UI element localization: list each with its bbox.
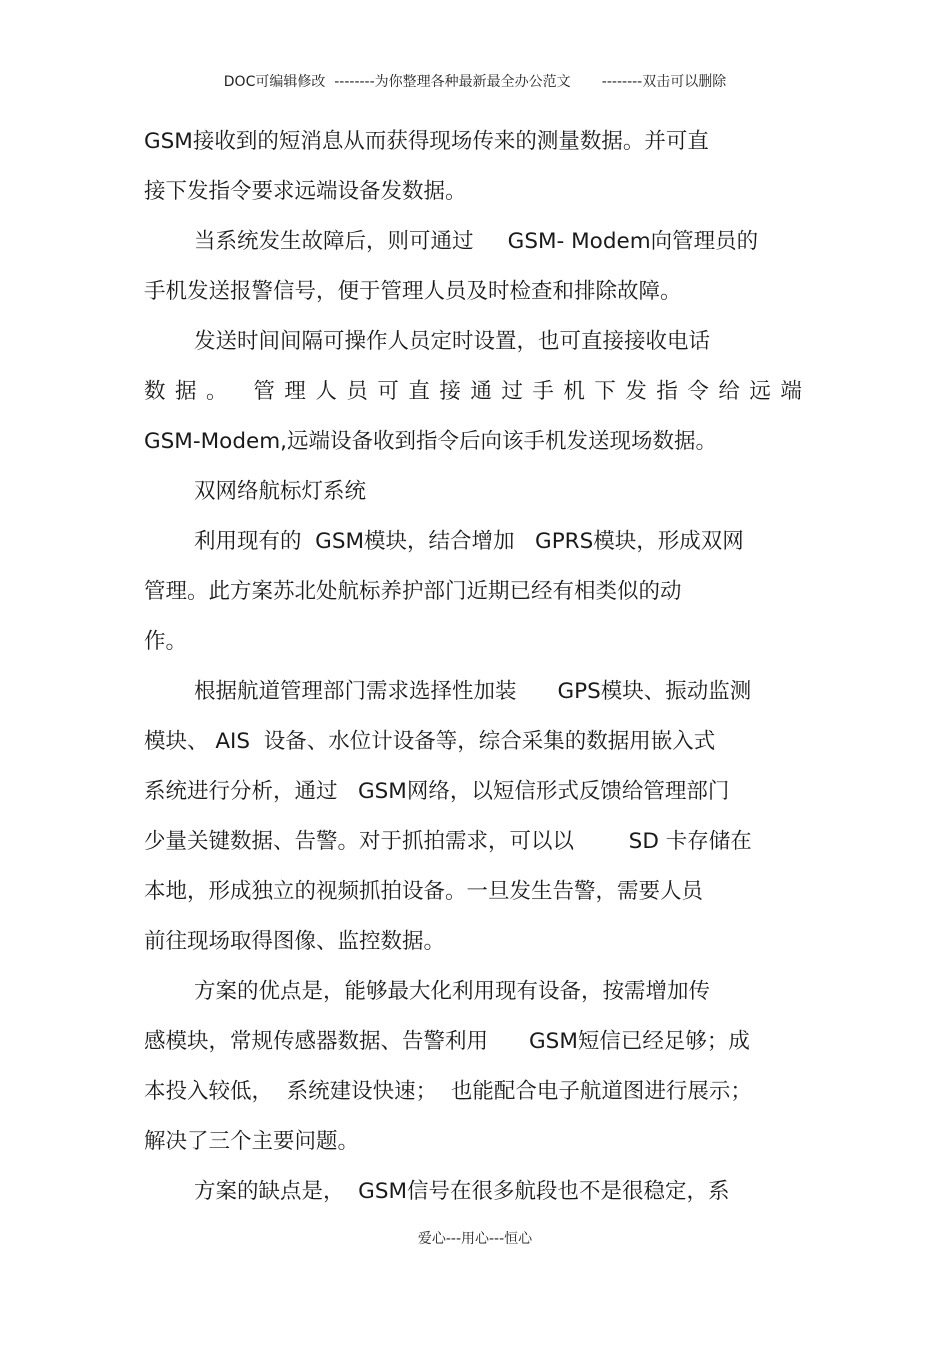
body-line: 模块、 AIS 设备、水位计设备等，综合采集的数据用嵌入式	[144, 729, 716, 754]
body-line: 作。	[144, 629, 188, 654]
body-line: GSM接收到的短消息从而获得现场传来的测量数据。并可直	[144, 129, 709, 154]
body-line: 方案的优点是，能够最大化利用现有设备，按需增加传	[194, 979, 711, 1004]
body-line: 少量关键数据、告警。对于抓拍需求，可以以 SD 卡存储在	[144, 829, 752, 854]
body-line: 管理。此方案苏北处航标养护部门近期已经有相类似的动	[144, 579, 682, 604]
body-line: 当系统发生故障后，则可通过 GSM- Modem向管理员的	[194, 229, 759, 254]
body-line: GSM-Modem,远端设备收到指令后向该手机发送现场数据。	[144, 429, 717, 454]
body-line: 利用现有的 GSM模块，结合增加 GPRS模块，形成双网	[194, 529, 744, 554]
body-line: 系统进行分析，通过 GSM网络，以短信形式反馈给管理部门	[144, 779, 730, 804]
body-line: 方案的缺点是， GSM信号在很多航段也不是很稳定，系	[194, 1179, 730, 1204]
body-line: 数据。 管理人员可直接通过手机下发指令给远端	[144, 379, 812, 404]
body-line: 根据航道管理部门需求选择性加装 GPS模块、振动监测	[194, 679, 752, 704]
page-footer: 爱心---用心---恒心	[417, 1231, 533, 1247]
body-line: 前往现场取得图像、监控数据。	[144, 929, 446, 954]
body-line: 本投入较低， 系统建设快速； 也能配合电子航道图进行展示；	[144, 1079, 752, 1104]
body-line: 手机发送报警信号，便于管理人员及时检查和排除故障。	[144, 279, 682, 304]
body-line: 本地，形成独立的视频抓拍设备。一旦发生告警，需要人员	[144, 879, 704, 904]
body-line: 发送时间间隔可操作人员定时设置，也可直接接收电话	[194, 329, 711, 354]
section-heading: 双网络航标灯系统	[194, 479, 367, 504]
body-line: 感模块，常规传感器数据、告警利用 GSM短信已经足够；成	[144, 1029, 750, 1054]
page-header: DOC可编辑修改 --------为你整理各种最新最全办公范文 --------双击可以删除	[223, 74, 727, 90]
body-line: 接下发指令要求远端设备发数据。	[144, 179, 467, 204]
body-line: 解决了三个主要问题。	[144, 1129, 360, 1154]
